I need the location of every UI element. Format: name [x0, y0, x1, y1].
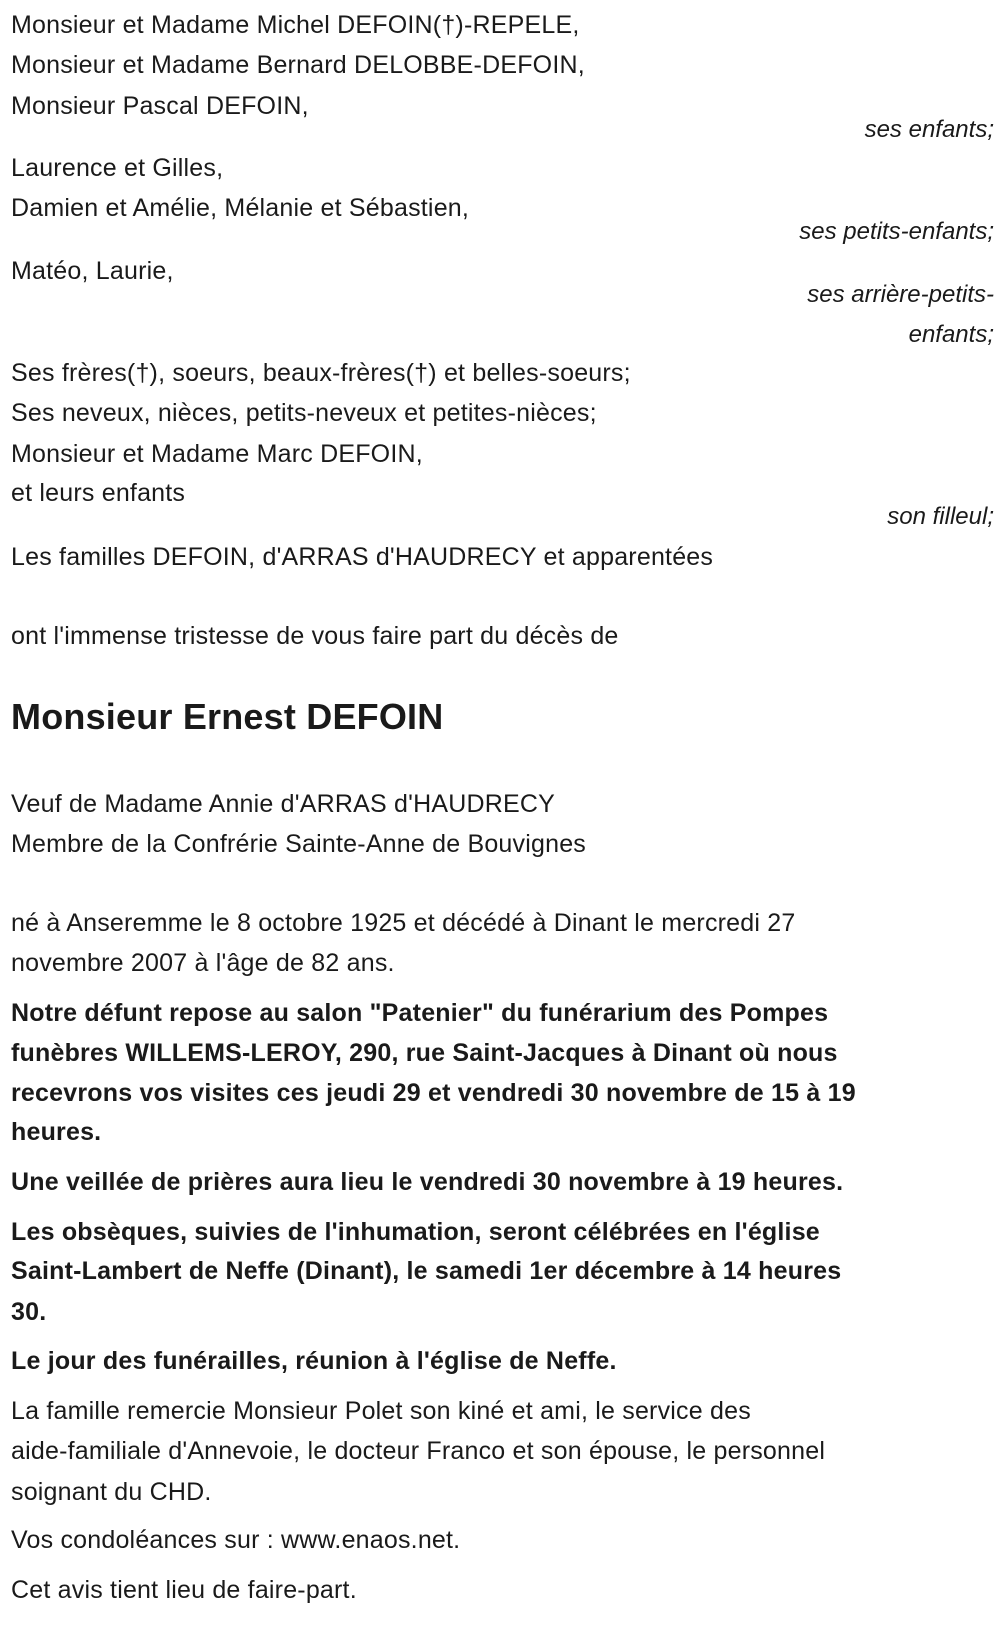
grandchildren-line: Damien et Amélie, Mélanie et Sébastien,	[11, 194, 470, 222]
great-grandchildren-line: Matéo, Laurie,	[11, 257, 174, 285]
grandchildren-role: ses petits-enfants;	[799, 218, 994, 245]
title-line: Membre de la Confrérie Sainte-Anne de Bouvignes	[11, 830, 587, 858]
children-line: Monsieur Pascal DEFOIN,	[11, 92, 309, 120]
announcement: ont l'immense tristesse de vous faire part du décès de	[11, 622, 619, 650]
deceased-name: Monsieur Ernest DEFOIN	[11, 696, 444, 737]
birth-death-line: novembre 2007 à l'âge de 82 ans.	[11, 949, 395, 977]
thanks-line: aide-familiale d'Annevoie, le docteur Franco et son épouse, le personnel	[11, 1437, 826, 1465]
visitation-line: funèbres WILLEMS-LEROY, 290, rue Saint-Jacques à Dinant où nous	[11, 1039, 838, 1067]
vigil-line: Une veillée de prières aura lieu le vendredi 30 novembre à 19 heures.	[11, 1168, 844, 1196]
children-line: Monsieur et Madame Michel DEFOIN(†)-REPELE,	[11, 11, 580, 39]
funeral-line: 30.	[11, 1298, 47, 1326]
title-line: Veuf de Madame Annie d'ARRAS d'HAUDRECY	[11, 790, 555, 818]
funeral-line: Saint-Lambert de Neffe (Dinant), le samedi 1er décembre à 14 heures	[11, 1257, 842, 1285]
families-line: Les familles DEFOIN, d'ARRAS d'HAUDRECY et apparentées	[11, 543, 714, 571]
visitation-line: Notre défunt repose au salon "Patenier" du funérarium des Pompes	[11, 999, 829, 1027]
great-grandchildren-role: enfants;	[908, 321, 994, 348]
family-line: Monsieur et Madame Marc DEFOIN,	[11, 440, 423, 468]
condolences-line: Vos condoléances sur : www.enaos.net.	[11, 1526, 461, 1554]
visitation-line: recevrons vos visites ces jeudi 29 et vendredi 30 novembre de 15 à 19	[11, 1079, 856, 1107]
family-line: et leurs enfants	[11, 479, 186, 507]
closing-line: Cet avis tient lieu de faire-part.	[11, 1576, 357, 1604]
godson-role: son filleul;	[887, 503, 994, 530]
great-grandchildren-role: ses arrière-petits-	[807, 281, 994, 308]
grandchildren-line: Laurence et Gilles,	[11, 154, 224, 182]
birth-death-line: né à Anseremme le 8 octobre 1925 et décédé à Dinant le mercredi 27	[11, 909, 796, 937]
children-line: Monsieur et Madame Bernard DELOBBE-DEFOIN,	[11, 51, 585, 79]
funeral-line: Les obsèques, suivies de l'inhumation, seront célébrées en l'église	[11, 1218, 820, 1246]
thanks-line: soignant du CHD.	[11, 1478, 212, 1506]
family-line: Ses frères(†), soeurs, beaux-frères(†) et belles-soeurs;	[11, 359, 631, 387]
thanks-line: La famille remercie Monsieur Polet son kiné et ami, le service des	[11, 1397, 751, 1425]
children-role: ses enfants;	[864, 116, 994, 143]
family-line: Ses neveux, nièces, petits-neveux et petites-nièces;	[11, 399, 597, 427]
visitation-line: heures.	[11, 1118, 102, 1146]
meeting-line: Le jour des funérailles, réunion à l'église de Neffe.	[11, 1347, 617, 1375]
